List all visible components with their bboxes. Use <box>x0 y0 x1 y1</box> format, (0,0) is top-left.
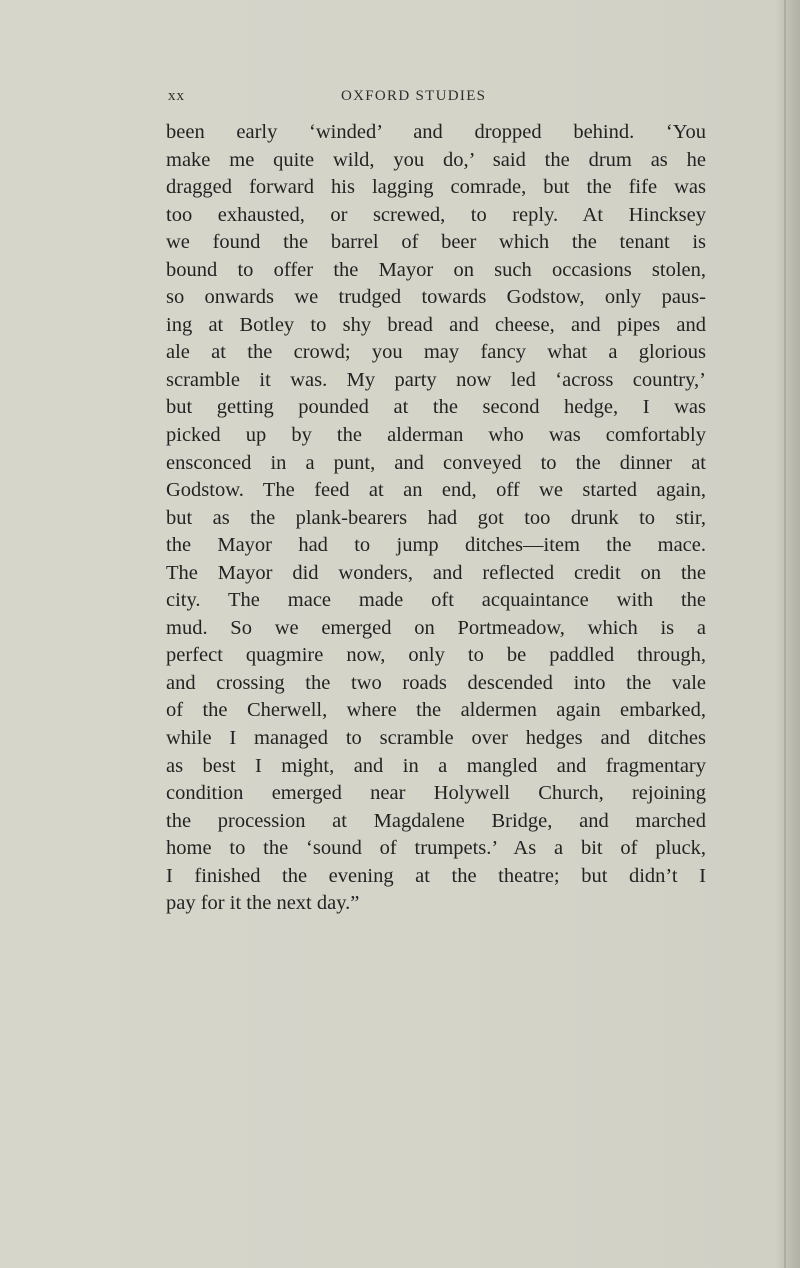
page-number: xx <box>168 88 185 104</box>
text-line: too exhausted, or screwed, to reply. At Hincksey <box>166 203 706 226</box>
text-line: we found the barrel of beer which the tenant is <box>166 231 706 254</box>
text-line: ensconced in a punt, and conveyed to the dinner at <box>166 451 706 474</box>
text-line: as best I might, and in a mangled and fragmentary <box>166 754 706 777</box>
running-title: OXFORD STUDIES <box>341 88 487 104</box>
text-line: Godstow. The feed at an end, off we started again, <box>166 479 706 502</box>
text-line: the Mayor had to jump ditches—item the mace. <box>166 534 706 557</box>
text-line: while I managed to scramble over hedges and ditches <box>166 727 706 750</box>
text-line: been early ‘winded’ and dropped behind. ‘You <box>166 121 706 143</box>
text-line: scramble it was. My party now led ‘across country,’ <box>166 368 706 391</box>
text-line: I finished the evening at the theatre; but didn’t I <box>166 864 706 887</box>
text-line: bound to offer the Mayor on such occasions stolen, <box>166 258 706 281</box>
text-line: so onwards we trudged towards Godstow, only paus- <box>166 286 706 309</box>
page-edge-shadow <box>776 0 800 1268</box>
page-edge-line <box>784 0 786 1268</box>
text-line: perfect quagmire now, only to be paddled through, <box>166 644 706 667</box>
body-text <box>166 119 706 918</box>
text-line: ing at Botley to shy bread and cheese, and pipes and <box>166 313 706 336</box>
text-line: the procession at Magdalene Bridge, and marched <box>166 809 706 832</box>
running-head <box>168 88 696 110</box>
text-line: city. The mace made oft acquaintance with the <box>166 589 706 612</box>
text-line: condition emerged near Holywell Church, rejoining <box>166 782 706 805</box>
text-line: The Mayor did wonders, and reflected credit on the <box>166 561 706 584</box>
text-line: mud. So we emerged on Portmeadow, which is a <box>166 616 706 639</box>
text-line: but as the plank-bearers had got too drunk to stir, <box>166 506 706 529</box>
text-line: picked up by the alderman who was comfortably <box>166 424 706 447</box>
text-line: and crossing the two roads descended into the vale <box>166 671 706 694</box>
text-line: dragged forward his lagging comrade, but the fife was <box>166 176 706 199</box>
text-line: of the Cherwell, where the aldermen again embarked, <box>166 699 706 722</box>
text-line: make me quite wild, you do,’ said the drum as he <box>166 148 706 171</box>
text-line: home to the ‘sound of trumpets.’ As a bit of pluck, <box>166 837 706 860</box>
text-line: but getting pounded at the second hedge, I was <box>166 396 706 419</box>
text-line: ale at the crowd; you may fancy what a glorious <box>166 341 706 364</box>
text-line: pay for it the next day.” <box>166 892 360 915</box>
